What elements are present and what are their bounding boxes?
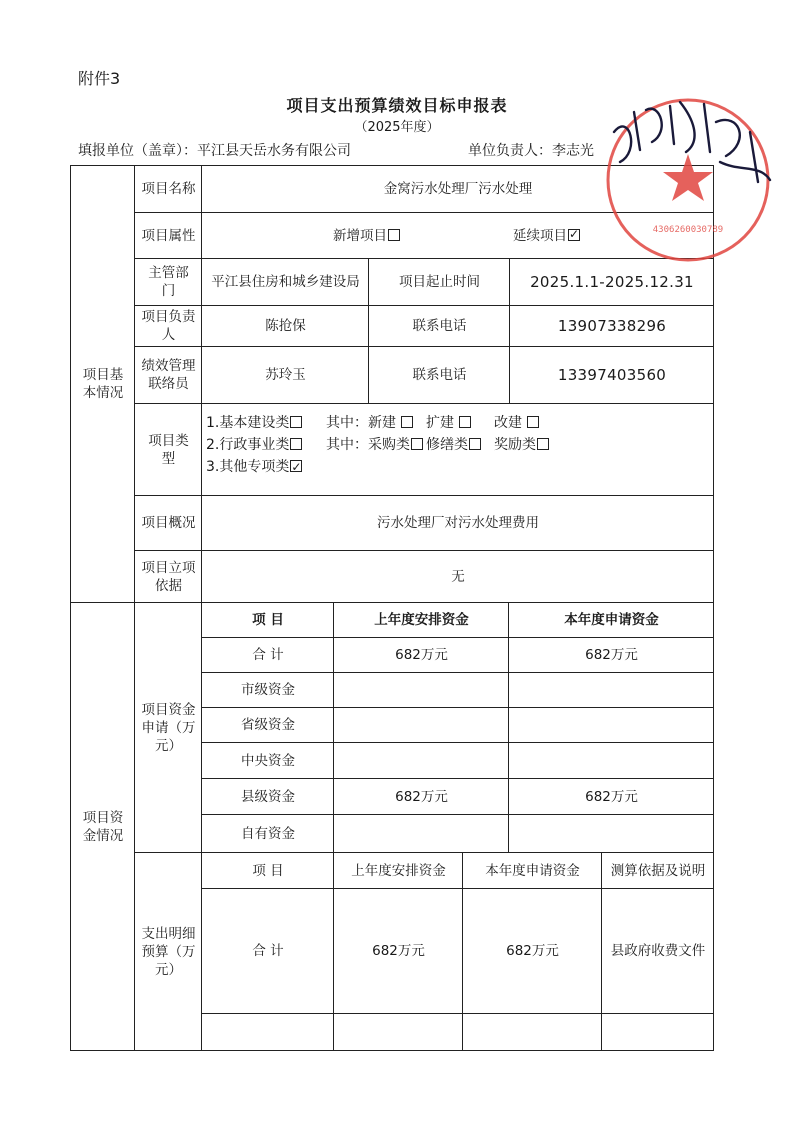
- project-name: 金窝污水处理厂污水处理: [383, 181, 533, 197]
- col-last-year: 上年度安排资金: [374, 612, 469, 628]
- col-item: 项 目: [252, 612, 284, 628]
- unit-value: 平江县天岳水务有限公司: [197, 143, 351, 159]
- basis-value: 无: [451, 568, 465, 585]
- d-col-item: 项 目: [252, 862, 284, 879]
- type-line-2: 2.行政事业类 其中：采购类 修缮类 奖励类: [206, 434, 549, 456]
- owner-phone: 13907338296: [557, 317, 667, 335]
- unit-label: 填报单位（盖章）：: [78, 143, 197, 159]
- apply-label: 项目资金申请（万元）: [141, 701, 196, 754]
- type-label: 项目类型: [148, 432, 189, 467]
- table-cell-this: [510, 743, 713, 778]
- checkbox-purchase[interactable]: [411, 438, 423, 450]
- overview-value: 污水处理厂对污水处理费用: [377, 515, 539, 531]
- detail-row-last: 682万元: [372, 943, 425, 959]
- project-type-options: [206, 412, 549, 478]
- checkbox-expand[interactable]: [459, 416, 471, 428]
- reporting-unit: [78, 140, 351, 160]
- period-value: 2025.1.1-2025.12.31: [530, 273, 694, 291]
- unit-leader: [468, 140, 594, 160]
- official-seal: [600, 92, 776, 268]
- table-row-label: 自有资金: [241, 825, 295, 842]
- detail-row-basis: 县政府收费文件: [610, 943, 706, 959]
- table-cell-this: 682万元: [585, 647, 638, 663]
- svg-text:4306260030789: 4306260030789: [652, 225, 724, 235]
- attr-continue: 延续项目✓: [513, 227, 580, 245]
- attr-label: 项目属性: [141, 227, 196, 244]
- owner-value: 陈抢保: [265, 318, 306, 334]
- table-cell-this: [510, 673, 713, 707]
- checkbox-continue[interactable]: [568, 229, 580, 241]
- table-cell-last: [335, 815, 508, 852]
- table-cell-last: 682万元: [395, 788, 448, 805]
- section-basic-info: 项目基本情况: [82, 367, 124, 401]
- checkbox-admin[interactable]: [290, 438, 302, 450]
- checkbox-repair[interactable]: [469, 438, 481, 450]
- table-cell-this: [510, 815, 713, 852]
- liaison-phone-label: 联系电话: [412, 367, 467, 383]
- overview-label: 项目概况: [141, 515, 196, 531]
- detail-row-label: 合 计: [252, 943, 284, 959]
- report-year: （2025年度）: [354, 120, 440, 135]
- checkbox-construction[interactable]: [290, 416, 302, 428]
- table-row-label: 中央资金: [241, 752, 295, 769]
- detail-label: 支出明细预算（万元）: [141, 925, 196, 978]
- liaison-value: 苏玲玉: [265, 367, 306, 383]
- owner-label: 项目负责人: [141, 309, 196, 343]
- d-col-basis: 测算依据及说明: [610, 862, 706, 879]
- dept-label: 主管部门: [148, 265, 189, 299]
- table-row-label: 合 计: [252, 647, 284, 663]
- basis-label: 项目立项依据: [141, 559, 196, 594]
- section-funds: 项目资金情况: [82, 809, 124, 844]
- checkbox-new-build[interactable]: [401, 416, 413, 428]
- table-cell-last: [335, 708, 508, 742]
- liaison-label: 绩效管理联络员: [141, 358, 196, 392]
- liaison-phone: 13397403560: [557, 366, 667, 384]
- d-col-last: 上年度安排资金: [351, 862, 446, 879]
- table-row-label: 县级资金: [241, 788, 295, 805]
- table-cell-last: [335, 673, 508, 707]
- type-line-1: 1.基本建设类 其中：新建 扩建 改建: [206, 412, 549, 434]
- type-line-3: 3.其他专项类✓: [206, 456, 549, 478]
- dept-value: 平江县住房和城乡建设局: [211, 274, 360, 290]
- table-cell-this: 682万元: [585, 788, 638, 805]
- checkbox-rebuild[interactable]: [527, 416, 539, 428]
- checkbox-special[interactable]: [290, 460, 302, 472]
- table-cell-last: [335, 743, 508, 778]
- name-label: 项目名称: [141, 181, 196, 197]
- period-label: 项目起止时间: [399, 274, 480, 290]
- detail-row-this: 682万元: [506, 943, 559, 959]
- table-cell-this: [510, 708, 713, 742]
- d-col-this: 本年度申请资金: [485, 862, 580, 879]
- table-cell-last: 682万元: [395, 647, 448, 663]
- checkbox-new[interactable]: [388, 229, 400, 241]
- attachment-label: 附件3: [78, 69, 121, 88]
- leader-value: 李志光: [552, 143, 594, 159]
- table-row-label: 市级资金: [241, 682, 295, 698]
- attr-new: 新增项目: [333, 227, 400, 245]
- checkbox-reward[interactable]: [537, 438, 549, 450]
- col-this-year: 本年度申请资金: [564, 612, 659, 628]
- table-row-label: 省级资金: [241, 717, 295, 733]
- page-title: 项目支出预算绩效目标申报表: [286, 96, 508, 115]
- owner-phone-label: 联系电话: [412, 318, 467, 334]
- leader-label: 单位负责人：: [468, 143, 552, 159]
